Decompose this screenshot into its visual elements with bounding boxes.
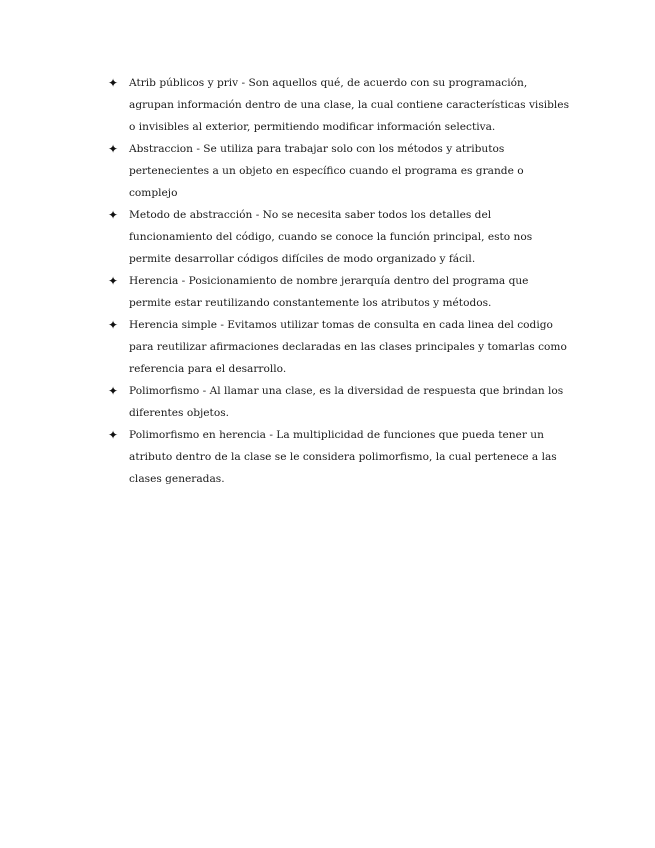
list-item-text: Atrib públicos y priv - Son aquellos qué, de acuerdo con su programación, agrupan información dentro de una clase, la cual contiene características visibles o invisibles al exterior, permitiendo modificar información selectiva. [129,77,570,133]
list-item [108,314,570,380]
list-item [108,138,570,204]
list-item-text: Herencia simple - Evitamos utilizar tomas de consulta en cada linea del codigo para reutilizar afirmaciones declaradas en las clases principales y tomarlas como referencia para el desarrollo. [129,319,567,375]
bullet-list [108,72,570,490]
list-item [108,270,570,314]
list-item [108,204,570,270]
star-bullet-icon: ✦ [108,142,119,156]
list-item [108,72,570,138]
star-bullet-icon: ✦ [108,318,119,332]
list-item-text: Herencia - Posicionamiento de nombre jerarquía dentro del programa que permite estar reutilizando constantemente los atributos y métodos. [129,275,529,309]
star-bullet-icon: ✦ [108,274,119,288]
list-item-text: Metodo de abstracción - No se necesita saber todos los detalles del funcionamiento del código, cuando se conoce la función principal, esto nos permite desarrollar códigos difíciles de modo organizado y fácil. [129,209,533,265]
list-item-text: Polimorfismo - Al llamar una clase, es la diversidad de respuesta que brindan los diferentes objetos. [129,385,564,419]
star-bullet-icon: ✦ [108,76,119,90]
star-bullet-icon: ✦ [108,428,119,442]
list-item-text: Abstraccion - Se utiliza para trabajar solo con los métodos y atributos pertenecientes a un objeto en específico cuando el programa es grande o complejo [129,143,524,199]
list-item [108,380,570,424]
star-bullet-icon: ✦ [108,208,119,222]
list-item [108,424,570,490]
star-bullet-icon: ✦ [108,384,119,398]
list-item-text: Polimorfismo en herencia - La multiplicidad de funciones que pueda tener un atributo dentro de la clase se le considera polimorfismo, la cual pertenece a las clases generadas. [129,429,557,485]
